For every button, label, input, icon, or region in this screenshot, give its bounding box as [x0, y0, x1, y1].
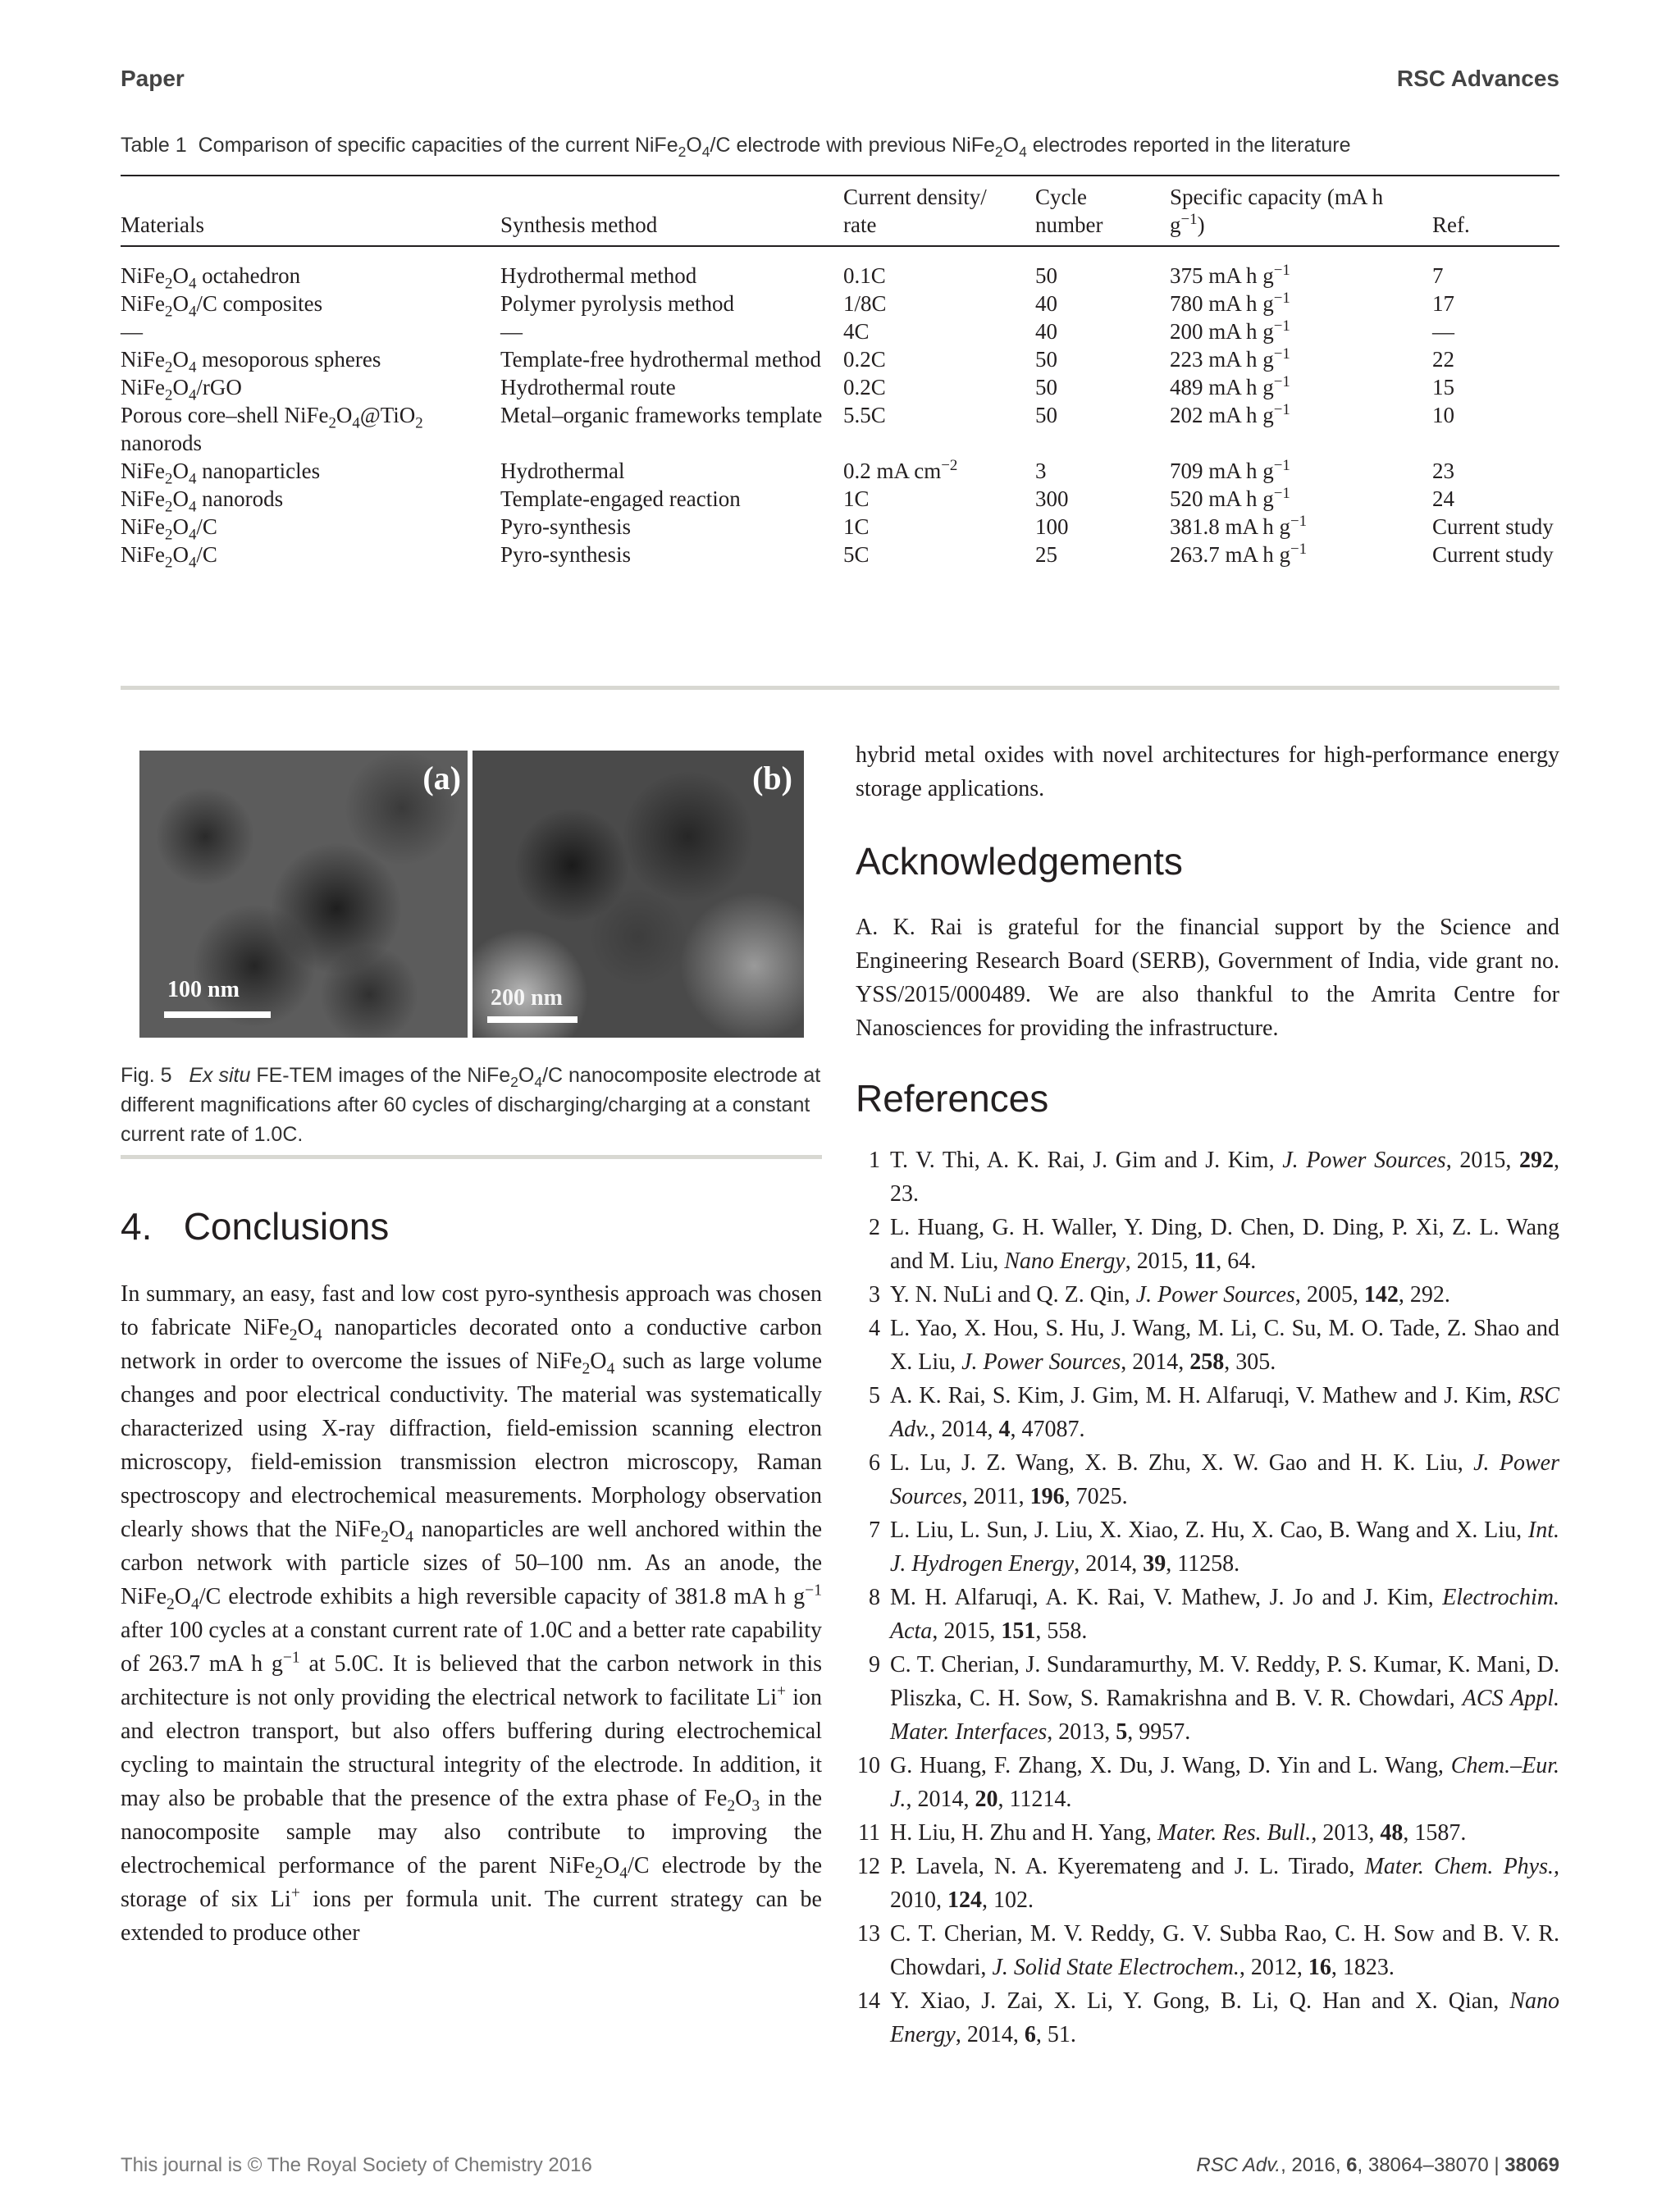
table-row	[121, 401, 1559, 457]
panel-label-a: (a)	[422, 760, 461, 796]
table-label: Table 1	[121, 134, 187, 157]
footer-citation: RSC Adv., 2016, 6, 38064–38070 | 38069	[1196, 2154, 1559, 2176]
col-header-current: Current density/ rate	[843, 185, 987, 237]
cell-cycles: 50	[1035, 347, 1057, 372]
reference-item: 12 P. Lavela, N. A. Kyeremateng and J. L. Tirado, Mater. Chem. Phys., 2010, 124, 102.	[856, 1850, 1559, 1917]
cell-ref: 15	[1432, 375, 1454, 399]
scale-label-b: 200 nm	[491, 985, 563, 1011]
cell-method: Pyro-synthesis	[500, 514, 632, 539]
reference-number: 3	[869, 1282, 880, 1308]
reference-item: 9 C. T. Cherian, J. Sundaramurthy, M. V. Reddy, P. S. Kumar, K. Mani, D. Pliszka, C. H. Sow, S. Ramakrishna and B. V. R. Chowdari, ACS Appl. Mater. Interfaces, 2013, 5, 9957.	[856, 1648, 1559, 1749]
figure-caption: Fig. 5 Ex situ FE-TEM images of the $NiFe_2O_4/C$ nanocomposite electrode at different magnifications after 60 cycles of discharging/charging at a constant current rate of 1.0C.	[121, 1064, 821, 1146]
reference-number: 1	[869, 1148, 880, 1173]
cell-method: Hydrothermal	[500, 459, 625, 483]
cell-ref: 24	[1432, 486, 1454, 511]
cell-capacity: 223 mA h $g^{-1}$	[1170, 345, 1290, 372]
cell-rate: 0.1C	[843, 263, 886, 288]
cell-material: $NiFe_2O_4$ nanorods	[121, 486, 284, 516]
cell-rate: 0.2C	[843, 347, 886, 372]
reference-number: 2	[869, 1215, 880, 1240]
comparison-table	[121, 175, 1559, 583]
reference-number: 13	[857, 1921, 880, 1947]
cell-capacity: 375 mA h $g^{-1}$	[1170, 262, 1290, 288]
table-row	[121, 485, 1559, 513]
page-number: 38069	[1504, 2154, 1559, 2176]
reference-number: 4	[869, 1316, 880, 1341]
cell-ref: Current study	[1432, 514, 1554, 539]
cell-cycles: 25	[1035, 542, 1057, 567]
reference-item: 14 Y. Xiao, J. Zai, X. Li, Y. Gong, B. Li, Q. Han and X. Qian, Nano Energy, 2014, 6, 51.	[856, 1984, 1559, 2052]
col-header-ref: Ref.	[1432, 212, 1470, 237]
reference-number: 14	[857, 1988, 880, 2014]
cell-capacity: 709 mA h $g^{-1}$	[1170, 457, 1290, 483]
cell-material: $NiFe_2O_4$ octahedron	[121, 263, 301, 293]
cell-rate: 1C	[843, 514, 870, 539]
running-header-left: Paper	[121, 66, 185, 91]
cell-method: Template-free hydrothermal method	[500, 347, 821, 372]
table-row	[121, 290, 1559, 317]
cell-ref: 23	[1432, 459, 1454, 483]
cell-cycles: 100	[1035, 514, 1069, 539]
cell-material: $NiFe_2O_4/C$	[121, 542, 217, 572]
tem-image-a	[139, 751, 468, 1038]
panel-label-b: (b)	[752, 760, 792, 796]
table-row	[121, 317, 1559, 345]
reference-number: 7	[869, 1518, 880, 1543]
reference-number: 6	[869, 1450, 880, 1476]
cell-cycles: 50	[1035, 375, 1057, 399]
cell-material: —	[121, 319, 143, 344]
table-header-row	[121, 176, 1559, 246]
reference-item: 3 Y. N. NuLi and Q. Z. Qin, J. Power Sources, 2005, 142, 292.	[856, 1278, 1559, 1312]
table-caption: Table 1 Comparison of specific capacities of the current $NiFe_2O_4/C$ electrode with previous $NiFe_2O_4$ electrodes reported in the literature	[121, 134, 1351, 160]
running-header-right: RSC Advances	[1396, 66, 1559, 91]
cell-rate: 0.2 mA $cm^{-2}$	[843, 457, 958, 483]
scale-label-a: 100 nm	[167, 977, 240, 1002]
cell-method: Metal–organic frameworks template	[500, 403, 823, 427]
section-heading-acknowledgements: Acknowledgements	[856, 840, 1183, 883]
table-row	[121, 345, 1559, 373]
reference-item: 10 G. Huang, F. Zhang, X. Du, J. Wang, D. Yin and L. Wang, Chem.–Eur. J., 2014, 20, 11214.	[856, 1749, 1559, 1816]
reference-item: 6 L. Lu, J. Z. Wang, X. B. Zhu, X. W. Gao and H. K. Liu, J. Power Sources, 2011, 196, 7025.	[856, 1446, 1559, 1513]
cell-rate: 4C	[843, 319, 870, 344]
scale-bar-a	[164, 1011, 271, 1018]
cell-capacity: 202 mA h $g^{-1}$	[1170, 401, 1290, 427]
cell-capacity: 780 mA h $g^{-1}$	[1170, 290, 1290, 316]
table-row	[121, 373, 1559, 401]
cell-ref: 10	[1432, 403, 1454, 427]
reference-number: 12	[857, 1854, 880, 1879]
footer-copyright: This journal is © The Royal Society of Chemistry 2016	[121, 2154, 592, 2176]
cell-cycles: 40	[1035, 291, 1057, 316]
cell-material: $NiFe_2O_4/C$ composites	[121, 291, 323, 321]
cell-method: Pyro-synthesis	[500, 542, 632, 567]
scale-bar-b	[487, 1016, 578, 1023]
caption-rule	[121, 1155, 822, 1159]
cell-ref: 22	[1432, 347, 1454, 372]
col-header-cycle: Cycle number	[1035, 185, 1103, 237]
col-header-synthesis: Synthesis method	[500, 212, 658, 237]
cell-cycles: 3	[1035, 459, 1047, 483]
cell-material: $NiFe_2O_4/C$	[121, 514, 217, 544]
continued-paragraph: hybrid metal oxides with novel architectures for high-performance energy storage applications.	[856, 742, 1559, 801]
figure-5	[139, 751, 804, 1038]
acknowledgements-paragraph: A. K. Rai is grateful for the financial support by the Science and Engineering Research Board (SERB), Government of India, vide grant no. YSS/2015/000489. We are also thankful to the Amrita Centre for Nanosciences for providing the infrastructure.	[856, 915, 1559, 1041]
section-heading-references: References	[856, 1077, 1049, 1120]
cell-ref: 17	[1432, 291, 1454, 316]
cell-capacity: 263.7 mA h $g^{-1}$	[1170, 541, 1308, 567]
reference-number: 9	[869, 1652, 880, 1677]
reference-item: 11 H. Liu, H. Zhu and H. Yang, Mater. Res. Bull., 2013, 48, 1587.	[856, 1816, 1559, 1850]
cell-rate: 1C	[843, 486, 870, 511]
cell-cycles: 50	[1035, 263, 1057, 288]
conclusions-paragraph: In summary, an easy, fast and low cost pyro-synthesis approach was chosen to fabricate $NiFe_2O_4$ nanoparticles decorated onto a conductive carbon network in order to overcome the issues of $NiFe_2O_4$ such as large volume changes and poor electrical conductivity. The material was systematically characterized using X-ray diffraction, field-emission scanning electron microscopy, field-emission transmission electron microscopy, Raman spectroscopy and electrochemical measurements. Morphology observation clearly shows that the $NiFe_2O_4$ nanoparticles are well anchored within the carbon network with particle sizes of 50–100 nm. As an anode, the $NiFe_2O_4/C$ electrode exhibits a high reversible capacity of 381.8 mA h $g^{-1}$ after 100 cycles at a constant current rate of 1.0C and a better rate capability of 263.7 mA h $g^{-1}$ at 5.0C. It is believed that the carbon network in this architecture is not only providing the electrical network to facilitate Li+ ion and electron transport, but also offers buffering during electrochemical cycling to maintain the structural integrity of the electrode. In addition, it may also be probable that the presence of the extra phase of $Fe_2O_3$ in the nanocomposite sample may also contribute to improving the electrochemical performance of the parent $NiFe_2O_4/C$ electrode by the storage of six Li+ ions per formula unit. The current strategy can be extended to produce other	[121, 1281, 823, 1946]
cell-capacity: 520 mA h $g^{-1}$	[1170, 485, 1290, 511]
cell-cycles: 50	[1035, 403, 1057, 427]
cell-method: —	[500, 319, 523, 344]
cell-method: Hydrothermal method	[500, 263, 697, 288]
cell-rate: 5.5C	[843, 403, 886, 427]
table-row	[121, 246, 1559, 290]
reference-number: 10	[857, 1753, 880, 1778]
cell-capacity: 200 mA h $g^{-1}$	[1170, 317, 1290, 344]
cell-material: $NiFe_2O_4$/rGO	[121, 375, 242, 404]
reference-item: 8 M. H. Alfaruqi, A. K. Rai, V. Mathew, J. Jo and J. Kim, Electrochim. Acta, 2015, 151, 558.	[856, 1581, 1559, 1648]
cell-material: $NiFe_2O_4$ nanoparticles	[121, 459, 321, 488]
cell-capacity: 381.8 mA h $g^{-1}$	[1170, 513, 1308, 539]
table-row	[121, 513, 1559, 541]
table-row	[121, 457, 1559, 485]
section-heading-conclusions: 4. Conclusions	[121, 1205, 390, 1248]
cell-rate: 1/8C	[843, 291, 887, 316]
cell-method: Hydrothermal route	[500, 375, 676, 399]
table-bottom-rule	[121, 686, 1559, 690]
cell-rate: 5C	[843, 542, 870, 567]
col-header-capacity: Specific capacity (mA h $g^{-1}$)	[1170, 185, 1384, 237]
cell-material: Porous core–shell $NiFe_2O_4@TiO_2$ nanorods	[121, 403, 423, 455]
cell-capacity: 489 mA h $g^{-1}$	[1170, 373, 1290, 399]
table-row	[121, 541, 1559, 583]
tem-image-b	[472, 751, 804, 1038]
cell-ref: Current study	[1432, 542, 1554, 567]
cell-ref: 7	[1432, 263, 1444, 288]
reference-item: 2 L. Huang, G. H. Waller, Y. Ding, D. Chen, D. Ding, P. Xi, Z. L. Wang and M. Liu, Nano Energy, 2015, 11, 64.	[856, 1211, 1559, 1278]
reference-item: 5 A. K. Rai, S. Kim, J. Gim, M. H. Alfaruqi, V. Mathew and J. Kim, RSC Adv., 2014, 4, 47087.	[856, 1379, 1559, 1446]
reference-number: 11	[858, 1820, 880, 1846]
reference-list	[856, 1143, 1559, 2052]
cell-method: Template-engaged reaction	[500, 486, 741, 511]
cell-rate: 0.2C	[843, 375, 886, 399]
cell-cycles: 300	[1035, 486, 1069, 511]
reference-item: 13 C. T. Cherian, M. V. Reddy, G. V. Subba Rao, C. H. Sow and B. V. R. Chowdari, J. Solid State Electrochem., 2012, 16, 1823.	[856, 1917, 1559, 1984]
reference-number: 8	[869, 1585, 880, 1610]
cell-method: Polymer pyrolysis method	[500, 291, 734, 316]
col-header-materials: Materials	[121, 212, 204, 237]
cell-cycles: 40	[1035, 319, 1057, 344]
reference-item: 7 L. Liu, L. Sun, J. Liu, X. Xiao, Z. Hu, X. Cao, B. Wang and X. Liu, Int. J. Hydrogen Energy, 2014, 39, 11258.	[856, 1513, 1559, 1581]
cell-material: $NiFe_2O_4$ mesoporous spheres	[121, 347, 381, 377]
reference-number: 5	[869, 1383, 880, 1408]
reference-item: 4 L. Yao, X. Hou, S. Hu, J. Wang, M. Li, C. Su, M. O. Tade, Z. Shao and X. Liu, J. Power Sources, 2014, 258, 305.	[856, 1312, 1559, 1379]
reference-item: 1 T. V. Thi, A. K. Rai, J. Gim and J. Kim, J. Power Sources, 2015, 292, 23.	[856, 1143, 1559, 1211]
cell-ref: —	[1432, 319, 1454, 344]
